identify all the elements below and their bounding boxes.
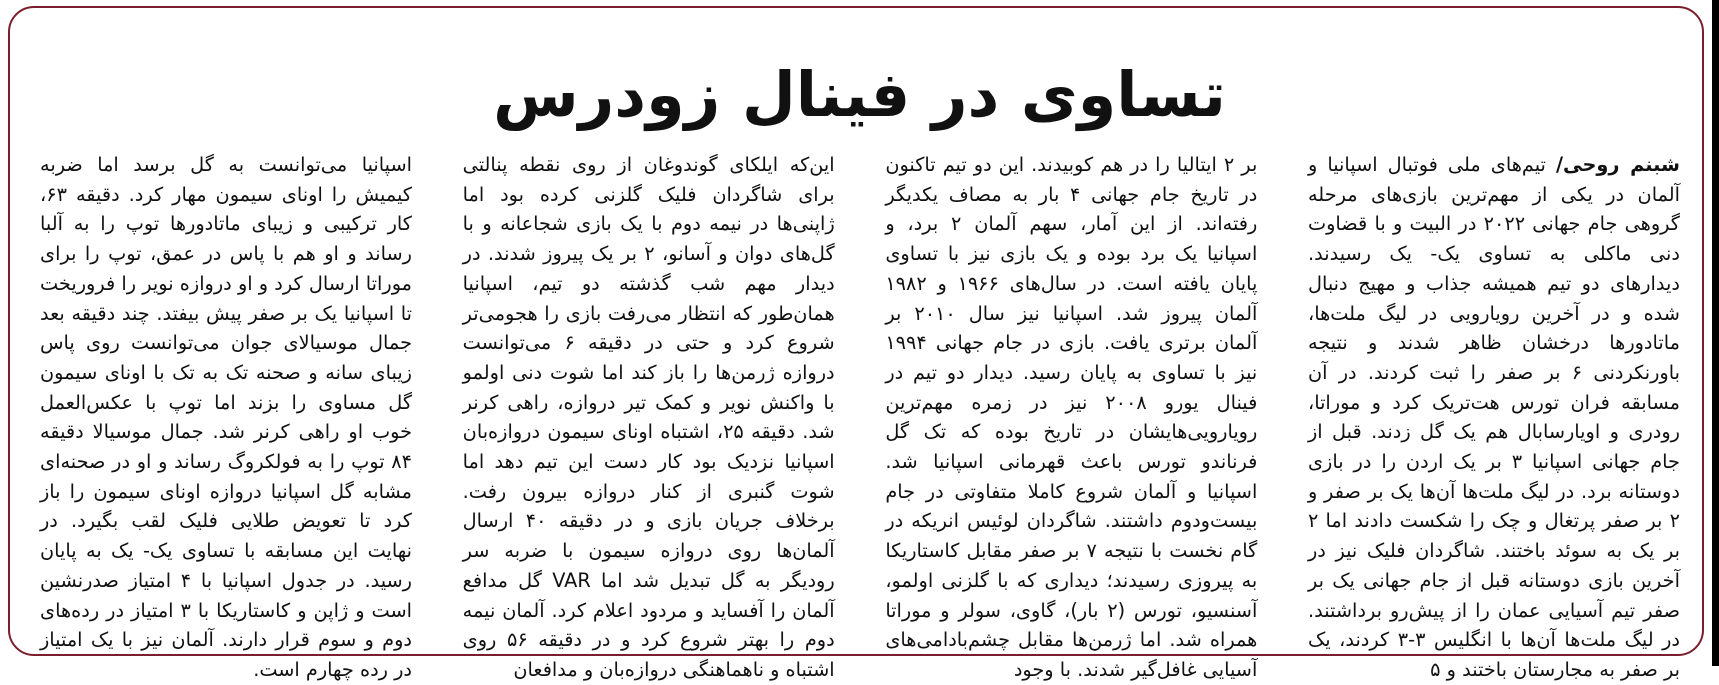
- article-byline: شبنم روحی/: [1555, 153, 1680, 176]
- article-column-1-text: تیم‌های ملی فوتبال اسپانیا و آلمان در یکی از مهم‌ترین بازی‌های مرحله گروهی جام جهانی ۲۰۲۲ در البیت و با قضاوت دنی ماکلی به تساوی یک- یک رسیدند. دیدارهای دو تیم همیشه جذاب و مهیج دنبال شده و در آخرین رویارویی در لیگ ملت‌ها، ماتادورها درخشان ظاهر شدند و نتیجه باورنکردنی ۶ بر صفر را ثبت کردند. در آن مسابقه فران تورس هت‌تریک کرد و موراتا، رودری و اویارسابال هم یک گل زدند. قبل از جام جهانی اسپانیا ۳ بر یک اردن را در بازی دوستانه برد. در لیگ ملت‌ها آن‌ها یک بر صفر و ۲ بر صفر پرتغال و چک را شکست دادند اما ۲ بر یک به سوئد باختند. شاگردان فلیک نیز در آخرین بازی دوستانه قبل از جام جهانی یک بر صفر تیم آسیایی عمان را از پیش‌رو برداشتند. در لیگ ملت‌ها آن‌ها با انگلیس ۳-۳ کردند، یک بر صفر به مجارستان باختند و ۵: [1307, 153, 1680, 681]
- article-column-1: [1307, 150, 1680, 681]
- article-column-2: بر ۲ ایتالیا را در هم کوبیدند. این دو تیم تاکنون در تاریخ جام جهانی ۴ بار به مصاف یکدیگر رفته‌اند. از این آمار، سهم آلمان ۲ برد، و اسپانیا یک برد بوده و یک بازی نیز با تساوی پایان یافته است. در سال‌های ۱۹۶۶ و ۱۹۸۲ آلمان پیروز شد. اسپانیا نیز سال ۲۰۱۰ بر آلمان برتری یافت. بازی در جام جهانی ۱۹۹۴ نیز با تساوی به پایان رسید. دیدار دو تیم در فینال یورو ۲۰۰۸ نیز در زمره مهم‌ترین رویارویی‌هایشان در تاریخ بوده که تک گل فرناندو تورس باعث قهرمانی اسپانیا شد. اسپانیا و آلمان شروع کاملا متفاوتی در جام بیست‌ودوم داشتند. شاگردان لوئیس انریکه در گام نخست با نتیجه ۷ بر صفر مقابل کاستاریکا به پیروزی رسیدند؛ دیداری که با گلزنی اولمو، آسنسیو، تورس (۲ بار)، گاوی، سولر و موراتا همراه شد. اما ژرمن‌ها مقابل چشم‌بادامی‌های آسیایی غافل‌گیر شدند. با وجود: [885, 153, 1258, 681]
- article-column-4: اسپانیا می‌توانست به گل برسد اما ضربه کیمیش را اونای سیمون مهار کرد. دقیقه ۶۳، کار ترکیبی و زیبای ماتادورها توپ را به آلبا رساند و او هم با پاس در عمق، توپ را برای موراتا ارسال کرد و او دروازه نویر را فروریخت تا اسپانیا یک بر صفر پیش بیفتد. چند دقیقه بعد جمال موسیالای جوان می‌توانست روی پاس زیبای سانه و صحنه تک به تک با اونای سیمون گل مساوی را بزند اما توپ با عکس‌العمل خوب او راهی کرنر شد. جمال موسیالا دقیقه ۸۴ توپ را به فولکروگ رساند و او در صحنه‌ای مشابه گل اسپانیا دروازه اونای سیمون را باز کرد تا تعویض طلایی فلیک لقب بگیرد. در نهایت این مسابقه با تساوی یک- یک به پایان رسید. در جدول اسپانیا با ۴ امتیاز صدرنشین است و ژاپن و کاستاریکا با ۳ امتیاز در رده‌های دوم و سوم قرار دارند. آلمان نیز با یک امتیاز در رده چهارم است.: [40, 153, 412, 681]
- article-column-3: این‌که ایلکای گوندوغان از روی نقطه پنالتی برای شاگردان فلیک گلزنی کرده بود اما ژاپنی‌ها در نیمه دوم با یک بازی شجاعانه و با گل‌های دوان و آسانو، ۲ بر یک پیروز شدند. در دیدار مهم شب گذشته دو تیم، اسپانیا همان‌طور که انتظار می‌رفت بازی را هجومی‌تر شروع کرد و حتی در دقیقه ۶ می‌توانست دروازه ژرمن‌ها را باز کند اما شوت دنی اولمو با واکنش نویر و کمک تیر دروازه، راهی کرنر شد. دقیقه ۲۵، اشتباه اونای سیمون دروازه‌بان اسپانیا نزدیک بود کار دست این تیم دهد اما شوت گنبری از کنار دروازه بیرون رفت. برخلاف جریان بازی و در دقیقه ۴۰ ارسال آلمان‌ها روی دروازه سیمون با ضربه سر رودیگر به گل تبدیل شد اما VAR گل مدافع آلمان را آفساید و مردود اعلام کرد. آلمان نیمه دوم را بهتر شروع کرد و در دقیقه ۵۶ روی اشتباه و ناهماهنگی دروازه‌بان و مدافعان: [462, 153, 835, 681]
- article-columns: [40, 150, 1680, 681]
- article-headline: تساوی در فینال زودرس: [493, 58, 1226, 131]
